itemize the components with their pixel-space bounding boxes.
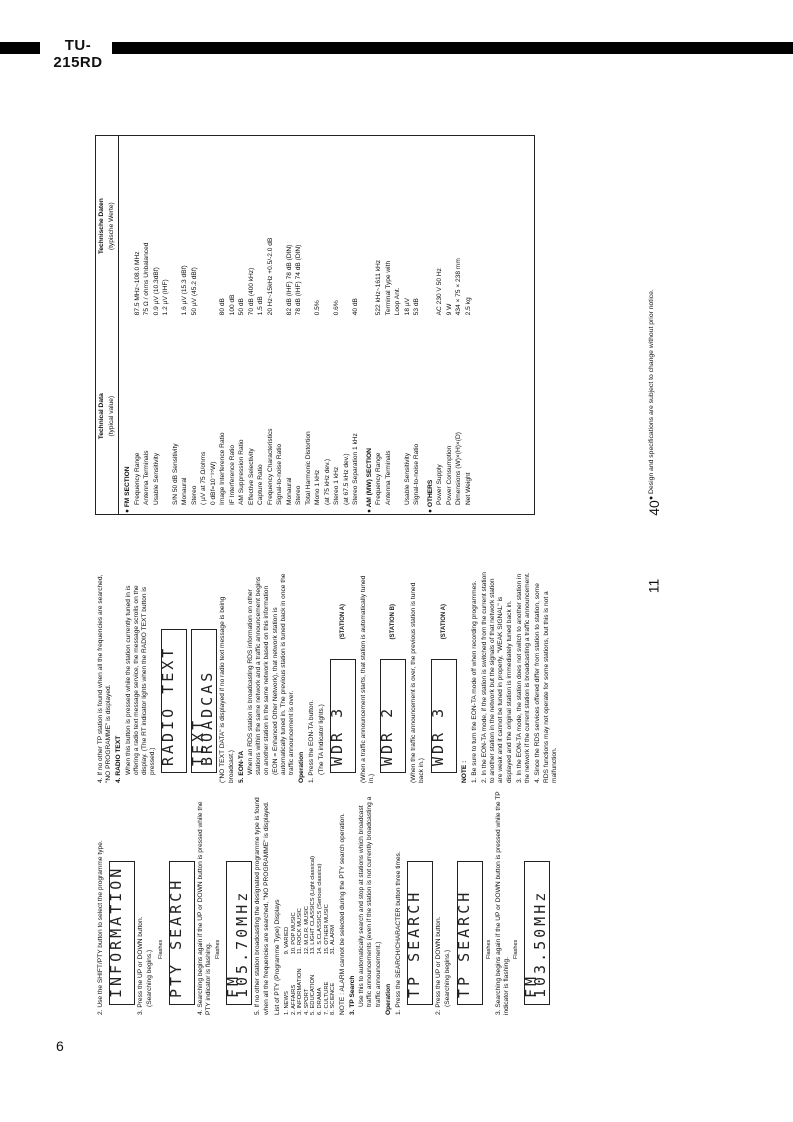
spec-value: Loop Ant. [394,287,401,316]
radio-text-body: When this button is pressed while the station currently tuned in is offering a radio text message service, the message scrolls on the display. (The RT indicator lights when the RADIO TEXT button is pressed.) [124,585,157,775]
table-row [180,135,190,515]
spec-value [199,135,209,317]
spec-label: ● OTHERS [426,479,434,513]
table-row [275,135,285,515]
operation-title: Operation [384,983,392,1015]
spec-value: 1.6 µV (15.3 dBf) [181,265,188,316]
flashes-label-3: Flashes [485,939,492,959]
table-row [445,135,455,515]
spec-label: Frequency Characteristics [266,428,274,505]
spec-label: (at 75 kHz dev.) [323,458,331,505]
list-item: 4. SPORT [303,988,310,1015]
display-tp-search: TP SEARCH [407,861,433,1005]
table-row [294,135,304,515]
list-item: 9. VARIED [284,926,291,955]
table-row [332,135,342,515]
table-row [171,135,181,515]
table-row [161,135,171,515]
page-number-right: 40 [645,500,662,516]
spec-label: Monaural [181,477,188,505]
display-pty-search: PTY SEARCH [169,861,195,1005]
station-a-label-2: (STATION A) [440,604,447,640]
spec-value: 70 dB (400 kHz) [247,267,255,316]
table-row [304,135,314,515]
spec-value: 20 Hz~15kHz +0.5/-2.0 dB [266,237,274,316]
table-row [454,135,464,515]
display-information: INFORMATION [109,861,135,1005]
list-item: 8. SCIENCE [330,982,337,1015]
spec-value [209,135,219,317]
spec-value: 40 dB [352,298,359,316]
spec-label: Stereo Separation 1 kHz [352,433,359,505]
spec-value [171,135,181,317]
tp-op-2: 2. Press the UP or DOWN button. [435,916,443,1015]
table-row [256,135,266,515]
list-item: 3. INFORMATION [297,968,304,1015]
spec-value [342,135,352,317]
eon-note-2: 2. In the EON-TA mode, if the station is switched from the current station to another station in the network but the signals of that network station are weak and it cannot be tuned in properly, "WEAK SIGNAL" is displayed and the original station is immediately tuned back in. [481,572,513,783]
header-bar-left [0,42,40,54]
eon-after-text: (When the traffic announcement is over, the previous station is tuned back in.) [410,582,426,783]
spec-value: 1.2 µV (IHF) [162,279,169,316]
tp-search-title: 3. TP Search [348,975,356,1015]
table-row [228,135,238,515]
eon-ta-title: 5. EON-TA [237,750,245,783]
eon-when-text: (When a traffic announcement starts, that station is automatically tuned in.) [359,575,376,783]
spec-label: Signal-to-noise Ratio [413,443,420,505]
column-technical-data [95,135,473,515]
tp-op-1: 1. Press the SEARCH/CHARACTER button three times. [395,851,402,1015]
pty-list-title: List of PTY (Programme Type) Displays [273,899,281,1015]
table-row [199,135,209,515]
spec-label [161,317,171,515]
spec-value: 2.5 kg [464,297,472,316]
table-row [412,135,422,515]
rotated-manual-content [95,5,655,1015]
table-row [403,135,413,515]
table-row [422,135,436,515]
list-item: 13. LIGHT CLASSICS (Light classical) [310,855,317,955]
spec-label: Net Weight [464,472,472,505]
spec-value: 50 µV (45.2 dBf) [190,267,198,316]
station-a-label: (STATION A) [339,604,346,640]
pty-list [284,790,337,1015]
spec-value: 0.6% [333,300,340,316]
table-row [435,135,445,515]
eon-op-1-sub: (The TA indicator lights.) [317,704,325,775]
spec-value: 80 dB [219,298,226,316]
spec-value [361,135,375,317]
spec-value: 0.9 µV (10.3dBf) [152,267,160,316]
spec-label: Total Harmonic Distortion [304,431,312,505]
page-number-left: 6 [56,1038,64,1054]
list-item: 11. ROCK MUSIC [297,908,304,955]
spec-body [119,135,474,515]
spec-table [95,135,473,515]
tp-step-4: 4. If no other TP station is found when all the frequencies are searched, "NO PROGRAMME" is displayed. [97,574,113,783]
note-alarm: NOTE : ALARM cannot be selected during the PTY search operation. [338,813,346,1015]
spec-label: Capture Ratio [257,464,264,505]
spec-value: 82 dB (IHF) 78 dB (DIN) [285,244,293,316]
eon-note-4: 4. Since the RDS services offered differ from station to station, some RDS functions may not operate for some stations, but this is not a malfunction. [534,583,558,783]
spec-value [304,135,314,317]
eon-operation-title: Operation [298,751,306,783]
spec-label: Signal-to-noise Ratio [276,443,283,505]
table-row [266,135,276,515]
table-row [464,135,474,515]
table-row [218,135,228,515]
flashes-label-2: Flashes [215,939,222,959]
eon-note-3: 3. In the EON-TA mode, the station does not switch to another station in the network if the current station is broadcasting a traffic announcement. [515,572,532,783]
table-row [142,135,152,515]
list-item: 6. DRAMA [317,987,323,1015]
spec-value [323,135,333,317]
spec-value [422,135,436,317]
list-item: 14. S.CLASSICS (Serious classics) [317,863,323,955]
eon-op-1: 1. Press the EON-TA button. [308,699,316,783]
model-title: TU-215RD [44,37,112,71]
table-row [119,135,133,515]
spec-value: 522 kHz~1611 kHz [375,259,382,316]
spec-label: Effective Selectivity [247,448,255,505]
spec-value: 100 dB [228,294,236,316]
table-row [342,135,352,515]
eon-note-title: NOTE : [460,760,468,783]
step-3-text: 3. Press the UP or DOWN button. [137,916,145,1015]
spec-value: 18 µV [403,297,411,316]
spec-label: Stereo [295,485,302,505]
radio-text-note: ("NO TEXT DATA" is displayed if no radio text message is being broadcast.) [219,596,235,783]
spec-label: Mono 1 kHz [314,469,321,505]
station-b-label: (STATION B) [390,604,397,640]
table-row [361,135,375,515]
column-pty-tp [95,790,552,1015]
spec-value [119,135,133,317]
spec-value: 1.5 dB [257,296,264,316]
flashes-label: Flashes [157,939,164,959]
spec-label: 0 dBf=10⁻¹⁵W) [209,461,217,505]
spec-value: 9 W [445,303,453,316]
spec-value: 75 Ω / ohms Unbalanced [143,242,150,316]
spec-label [393,317,403,515]
spec-value: 87.5 MHz~108.0 MHz [133,251,141,316]
display-text-broadcast: TEXT BROADCAS [191,629,217,773]
spec-label: Image Interference Ratio [219,432,226,505]
spec-value: 0.5% [314,300,321,316]
spec-label: Stereo [190,485,198,505]
table-row [393,135,403,515]
spec-label: IF Interference Ratio [228,444,236,505]
display-station-a-2: WDR 3 (STATION A) [431,659,457,773]
spec-header-en: Technical Data (typical value) [95,317,119,515]
spec-label: Antenna Terminals [143,450,150,505]
list-item: 7. CULTURE [323,981,330,1015]
eon-note-1: 1. Be sure to turn the EON-TA mode off when recording programmes. [470,580,478,783]
list-item: 12. M.O.R. MUSIC [303,906,310,955]
spec-label: Usable Sensitivity [152,452,160,505]
spec-label: AM Suppression Ratio [238,439,245,505]
table-row [374,135,384,515]
list-item: 5. EDUCATION [310,974,317,1015]
spec-label: ● AM (MW) SECTION [365,448,373,513]
spec-value [275,135,285,317]
table-row [285,135,295,515]
display-station-a: WDR 3 (STATION A) [330,659,356,773]
eon-ta-body: When an RDS station is broadcasting RDS information on other stations within the same network and a traffic announcement begins on another station in the same network based on this information (EON = Enhanced Other Network), that network station is automatically tuned in. The previous station is tuned back in once the traffic announcement is over. [247,573,296,775]
spec-label: Frequency Range [133,452,141,505]
display-station-b: WDR 2 (STATION B) [380,659,406,773]
list-item: 1. NEWS [284,991,291,1015]
tp-op-3: 3. Searching begins again if the UP or DOWN button is pressed while the TP indicator is flashing. [494,791,511,1015]
tp-op-2-sub: (Searching begins.) [444,949,452,1007]
pty-list-col-a [284,968,337,1015]
list-item: 15. OTHER MUSIC [323,904,330,955]
radio-text-title: 4. RADIO TEXT [115,735,123,783]
spec-label: Power Supply [436,464,443,505]
table-row [133,135,143,515]
flashes-label-4: Flashes [513,939,520,959]
spec-label: Frequency Range [375,452,382,505]
spec-value: Terminal Type with [384,260,392,316]
spec-label: Antenna Terminals [384,450,392,505]
spec-label: S/N 50 dB Sensitivity [171,443,179,505]
list-item: 31. ALARM [330,925,337,955]
spec-header-de: Technische Daten (typische Werte) [95,135,119,317]
spec-label: (at 67.5 kHz dev.) [342,453,350,505]
spec-label: Stereo 1 kHz [333,466,340,505]
table-row [384,135,394,515]
table-row [209,135,219,515]
spec-value: 78 dB (IHF) 74 dB (DIN) [295,244,302,316]
table-row [152,135,162,515]
spec-label: Usable Sensitivity [403,452,411,505]
spec-label: Dimensions (W)×(H)×(D) [455,432,462,505]
spec-value: 53 dB [413,298,420,316]
list-item: 10. POP MUSIC [290,912,297,955]
step-3-sub: (Searching begins.) [146,949,154,1007]
step-4-text: 4. Searching begins again if the UP or DOWN button is pressed while the PTY indicator is flashing. [196,801,213,1015]
spec-header-row [95,135,119,515]
table-row [237,135,247,515]
table-row [313,135,323,515]
display-fm-frequency: FM 105.70MHz [226,861,252,1005]
spec-value: AC 230 V 50 Hz [436,268,443,316]
spec-label: ● FM SECTION [124,466,131,513]
step-5-text: 5. If no other station broadcasting the designated programme type is found when all the frequencies are searched, "NO PROGRAMME" is displayed. [254,797,270,1015]
display-fm-frequency-2: FM 103.50MHz [524,861,550,1005]
display-tp-search-2: TP SEARCH [457,861,483,1005]
tp-search-text: Use this to automatically search and stop at stations which broadcast traffic announcements (even if the station is not currently broadcasting a traffic announcement.) [358,796,382,1007]
page-number-center: 11 [645,578,662,594]
pty-list-col-b [284,856,337,954]
spec-label: Power Consumption [445,445,453,505]
list-item: 2. AFFAIRS [290,984,297,1015]
spec-value: 50 dB [238,298,245,316]
table-row [323,135,333,515]
spec-label: ( µV at 75 Ω/ohms [200,451,207,505]
spec-footnote: ● Design and specifications are subject to change without prior notice. [648,289,655,500]
spec-label: Monaural [285,477,293,505]
table-row [351,135,361,515]
column-radiotext-eon [95,568,561,783]
display-radio-text: RADIO TEXT [161,629,187,773]
step-2-text: 2. Use the SHIFT/PTY button to select the programme type. [97,840,104,1015]
table-row [190,135,200,515]
table-row [247,135,257,515]
spec-value: 434 × 75 × 238 mm [455,258,462,316]
